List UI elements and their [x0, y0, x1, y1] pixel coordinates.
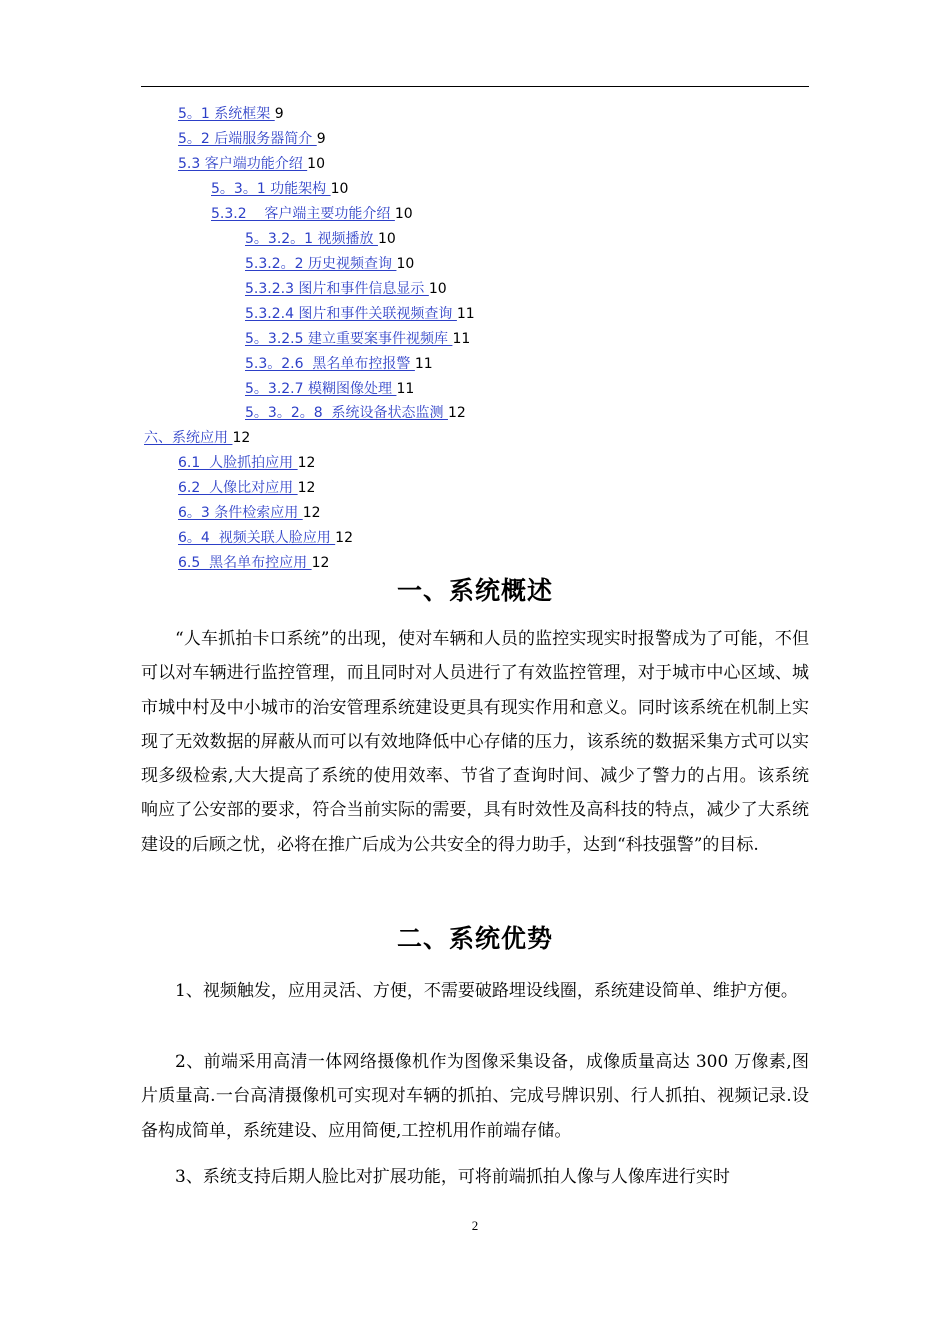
toc-entry-page: 10 — [377, 231, 396, 247]
toc-entry[interactable] — [245, 228, 396, 250]
toc-entry[interactable] — [144, 427, 250, 449]
toc-entry[interactable] — [178, 103, 284, 125]
toc-entry-page: 10 — [396, 256, 415, 272]
toc-entry-link[interactable]: 5。1 系统框架 — [178, 106, 275, 122]
toc-entry[interactable] — [245, 278, 447, 300]
toc-entry[interactable] — [245, 303, 475, 325]
page-number: 2 — [471, 1218, 479, 1233]
toc-entry-page: 11 — [452, 331, 471, 347]
toc-entry-page: 10 — [307, 156, 325, 172]
toc-entry[interactable] — [178, 153, 325, 175]
toc-entry-page: 12 — [335, 530, 353, 546]
toc-entry-link[interactable]: 6.2 人像比对应用 — [178, 480, 298, 496]
toc-entry[interactable] — [178, 452, 315, 474]
overview-paragraph: “人车抓拍卡口系统”的出现，使对车辆和人员的监控实现实时报警成为了可能，不但可以对车辆进行监控管理，而且同时对人员进行了有效监控管理，对于城市中心区域、城市城中村及中小城市的治安管理系统建设更具有现实作用和意义。同时该系统在机制上实现了无效数据的屏蔽从而可以有效地降低中心存储的压力，该系统的数据采集方式可以实现多级检索,大大提高了系统的使用效率、节省了查询时间、减少了警力的占用。该系统响应了公安部的要求，符合当前实际的需要，具有时效性及高科技的特点，减少了大系统建设的后顾之忧，必将在推广后成为公共安全的得力助手，达到“科技强警”的目标. — [141, 629, 809, 855]
toc-entry-link[interactable]: 5。2 后端服务器简介 — [178, 131, 317, 147]
toc-entry-link[interactable]: 5。3。1 功能架构 — [211, 181, 331, 197]
toc-entry-link[interactable]: 5。3.2。1 视频播放 — [245, 231, 378, 247]
toc-entry-link[interactable]: 5.3.2.3 图片和事件信息显示 — [245, 281, 429, 297]
toc-entry-link[interactable]: 5.3 客户端功能介绍 — [178, 156, 308, 172]
header-rule — [141, 86, 809, 87]
toc-entry[interactable] — [211, 178, 348, 200]
toc-entry[interactable] — [245, 353, 433, 375]
toc-entry-link[interactable]: 5.3。2.6 黑名单布控报警 — [245, 356, 415, 372]
toc-entry-page: 12 — [302, 505, 321, 521]
toc-entry[interactable] — [245, 378, 414, 400]
toc-entry[interactable] — [178, 527, 353, 549]
advantage-item-1: 1、视频触发，应用灵活、方便，不需要破路埋设线圈，系统建设简单、维护方便。 — [175, 981, 798, 1001]
toc-entry-link[interactable]: 5.3.2 客户端主要功能介绍 — [211, 206, 395, 222]
toc-entry-page: 9 — [316, 131, 326, 147]
section-heading-overview: 一、系统概述 — [396, 576, 553, 605]
toc-entry-page: 11 — [414, 356, 433, 372]
toc-entry-page: 11 — [396, 381, 415, 397]
toc-entry-page: 12 — [447, 405, 466, 421]
toc-entry[interactable] — [245, 328, 470, 350]
toc-entry-page: 9 — [274, 106, 284, 122]
toc-entry-page: 12 — [232, 430, 251, 446]
toc-entry-page: 10 — [330, 181, 349, 197]
toc-entry-page: 12 — [297, 480, 316, 496]
toc-entry-link[interactable]: 5.3.2.4 图片和事件关联视频查询 — [245, 306, 457, 322]
advantage-item-3: 3、系统支持后期人脸比对扩展功能，可将前端抓拍人像与人像库进行实时 — [175, 1167, 730, 1187]
toc-entry[interactable] — [245, 253, 414, 275]
section-heading-advantages: 二、系统优势 — [396, 924, 553, 953]
toc-entry[interactable] — [178, 502, 321, 524]
toc-entry-link[interactable]: 六、系统应用 — [144, 430, 233, 446]
toc-entry-link[interactable]: 5。3。2。8 系统设备状态监测 — [245, 405, 448, 421]
toc-entry-link[interactable]: 6.5 黑名单布控应用 — [178, 555, 312, 571]
advantage-item-2: 2、前端采用高清一体网络摄像机作为图像采集设备，成像质量高达 300 万像素,图片质量高.一台高清摄像机可实现对车辆的抓拍、完成号牌识别、行人抓拍、视频记录.设备构成简单，系统建设、应用简便,工控机用作前端存储。 — [141, 1052, 809, 1141]
toc-entry[interactable] — [211, 203, 413, 225]
toc-entry-page: 10 — [428, 281, 447, 297]
toc-entry-link[interactable]: 5。3.2.5 建立重要案事件视频库 — [245, 331, 453, 347]
toc-entry-link[interactable]: 6.1 人脸抓拍应用 — [178, 455, 298, 471]
toc-entry-page: 10 — [394, 206, 413, 222]
toc-entry[interactable] — [245, 402, 466, 424]
toc-entry-page: 11 — [456, 306, 475, 322]
toc-entry[interactable] — [178, 128, 326, 150]
toc-entry-page: 12 — [311, 555, 330, 571]
toc-entry-link[interactable]: 5。3.2.7 模糊图像处理 — [245, 381, 397, 397]
toc-entry-link[interactable]: 6。3 条件检索应用 — [178, 505, 303, 521]
toc-entry[interactable] — [178, 477, 315, 499]
toc-entry-link[interactable]: 6。4 视频关联人脸应用 — [178, 530, 336, 546]
toc-entry-page: 12 — [297, 455, 316, 471]
toc-entry-link[interactable]: 5.3.2。2 历史视频查询 — [245, 256, 397, 272]
